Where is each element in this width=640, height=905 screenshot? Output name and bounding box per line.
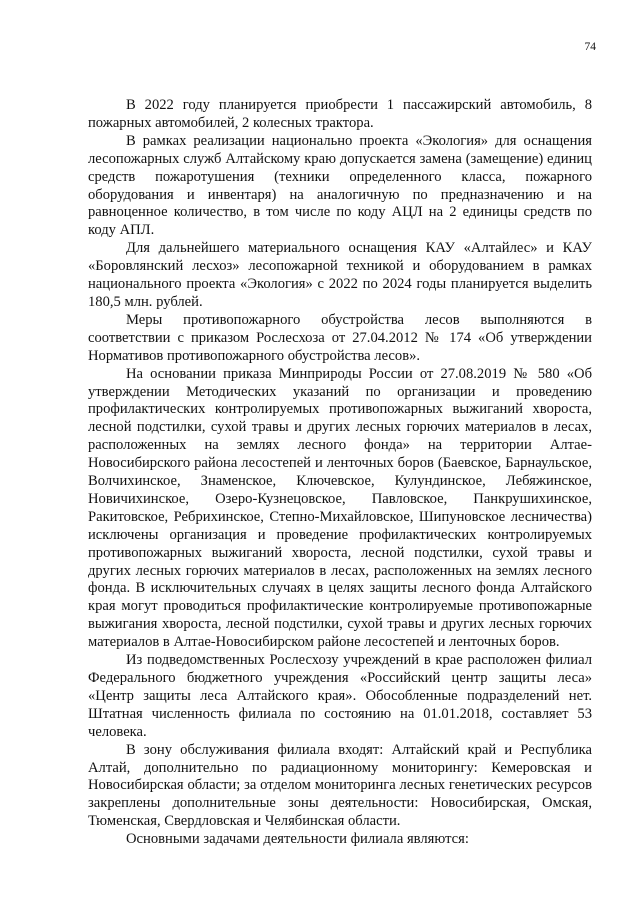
document-body bbox=[88, 97, 592, 849]
paragraph-ecology-project-equipment: В рамках реализации национально проекта «Экология» для оснащения лесопожарных служб Алтайскому краю допускается замена (замещение) единиц средств пожаротушения (техники определенного класса, пожарного оборудования и инвентаря) на аналогичную по предназначению и на равноценное количество, в том числе по коду АЦЛ на 2 единицы средств по коду АПЛ. bbox=[88, 132, 592, 239]
paragraph-forest-protection-branch: Из подведомственных Рослесхозу учреждений в крае расположен филиал Федерального бюджетного учреждения «Российский центр защиты леса» «Центр защиты леса Алтайского края». Обособленные подразделений нет. Штатная численность филиала по состоянию на 01.01.2018, составляет 53 человека. bbox=[88, 652, 592, 740]
paragraph-fire-prevention-measures: Меры противопожарного обустройства лесов выполняются в соответствии с приказом Рослесхоза от 27.04.2012 № 174 «Об утверждении Нормативов противопожарного обустройства лесов». bbox=[88, 311, 592, 364]
paragraph-funding: Для дальнейшего материального оснащения КАУ «Алтайлес» и КАУ «Боровлянский лесхоз» лесопожарной техникой и оборудованием в рамках национального проекта «Экология» с 2022 по 2024 годы планируется выделить 180,5 млн. рублей. bbox=[88, 240, 592, 310]
paragraph-controlled-burning: На основании приказа Минприроды России от 27.08.2019 № 580 «Об утверждении Методических указаний по организации и проведению профилактических контролируемых противопожарных выжиганий хвороста, лесной подстилки, сухой травы и других лесных горючих материалов в лесах, расположенных на землях лесного фонда» на территории Алтае-Новосибирского района лесостепей и ленточных боров (Баевское, Барнаульское, Волчихинское, Знаменское, Ключевское, Кулундинское, Лебяжинское, Новичихинское, Озеро-Кузнецовское, Павловское, Панкрушихинское, Ракитовское, Ребрихинское, Степно-Михайловское, Шипуновское лесничества) исключены организация и проведение профилактических контролируемых противопожарных выжиганий хвороста, лесной подстилки, сухой травы и других лесных горючих материалов в лесах, расположенных на землях лесного фонда. В исключительных случаях в целях защиты лесного фонда Алтайского края могут проводиться профилактические контролируемые противопожарные выжигания хвороста, лесной подстилки, сухой травы и других лесных горючих материалов в Алтае-Новосибирском районе лесостепей и ленточных боров. bbox=[88, 365, 592, 651]
page-number: 74 bbox=[584, 41, 596, 53]
paragraph-main-tasks: Основными задачами деятельности филиала являются: bbox=[126, 831, 469, 848]
paragraph-service-zone: В зону обслуживания филиала входят: Алтайский край и Республика Алтай, дополнительно по радиационному мониторингу: Кемеровская и Новосибирская области; за отделом мониторинга лесных генетических ресурсов закреплены дополнительные зоны деятельности: Новосибирская, Омская, Тюменская, Свердловская и Челябинская области. bbox=[88, 741, 592, 830]
paragraph-vehicles-2022: В 2022 году планируется приобрести 1 пассажирский автомобиль, 8 пожарных автомобилей, 2 колесных трактора. bbox=[88, 97, 592, 131]
